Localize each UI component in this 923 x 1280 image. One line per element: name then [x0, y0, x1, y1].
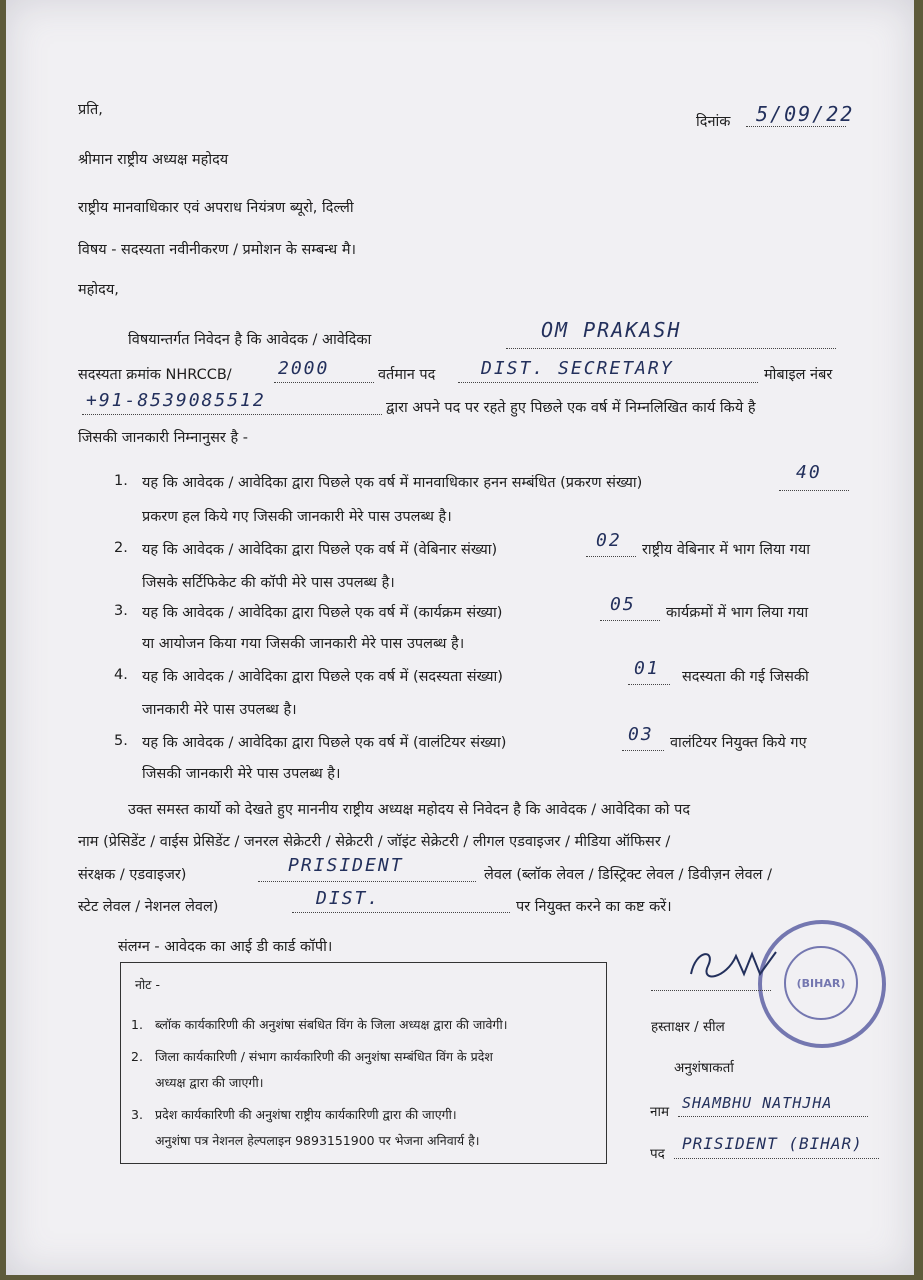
seal-center: (BIHAR) — [784, 946, 858, 1020]
signature-line — [651, 990, 771, 991]
recommender-name-line — [678, 1116, 868, 1117]
item-text-line2: प्रकरण हल किये गए जिसकी जानकारी मेरे पास उपलब्ध है। — [142, 509, 452, 525]
date-value: 5/09/22 — [756, 102, 855, 126]
recommender-post-line — [674, 1158, 879, 1159]
addressee-line1: श्रीमान राष्ट्रीय अध्यक्ष महोदय — [78, 152, 229, 168]
attachment-line: संलग्न - आवेदक का आई डी कार्ड कॉपी। — [118, 939, 333, 955]
item-value-line — [586, 556, 636, 557]
item-text-b: सदस्यता की गई जिसकी — [682, 669, 809, 685]
salutation: महोदय, — [78, 282, 119, 298]
recommender-post: PRISIDENT (BIHAR) — [682, 1134, 863, 1153]
membership-line — [274, 382, 374, 383]
intro-part2: द्वारा अपने पद पर रहते हुए पिछले एक वर्ष में निम्नलिखित कार्य किये है — [386, 400, 756, 416]
sign-label: हस्ताक्षर / सील — [651, 1019, 725, 1035]
signature-scribble — [686, 944, 796, 984]
item-text-line2: जिसकी जानकारी मेरे पास उपलब्ध है। — [142, 766, 341, 782]
item-text-line2: या आयोजन किया गया जिसकी जानकारी मेरे पास उपलब्ध है। — [142, 636, 465, 652]
item-value: 01 — [634, 658, 660, 679]
item-value: 40 — [796, 462, 822, 483]
item-number: 5. — [114, 733, 128, 749]
mobile-line — [82, 414, 382, 415]
request-line3a: संरक्षक / एडवाइजर) — [78, 867, 187, 883]
item-text-b: कार्यक्रमों में भाग लिया गया — [666, 605, 809, 621]
membership-number: 2000 — [278, 358, 330, 379]
name-line — [506, 348, 836, 349]
intro-part3: जिसकी जानकारी निम्नानुसर है - — [78, 430, 248, 446]
recommender-label: अनुशंषाकर्ता — [674, 1060, 734, 1076]
item-text: यह कि आवेदक / आवेदिका द्वारा पिछले एक वर्ष में मानवाधिकार हनन सम्बंधित (प्रकरण संख्या) — [142, 475, 643, 491]
note-item-text: ब्लॉक कार्यकारिणी की अनुशंषा संबधित विंग के जिला अध्यक्ष द्वारा की जावेगी। — [155, 1017, 508, 1032]
item-number: 3. — [114, 603, 128, 619]
request-line4a: स्टेट लेवल / नेशनल लेवल) — [78, 899, 219, 915]
item-text-line2: जिसके सर्टिफिकेट की कॉपी मेरे पास उपलब्ध है। — [142, 575, 395, 591]
organization-seal — [758, 920, 886, 1048]
item-text: यह कि आवेदक / आवेदिका द्वारा पिछले एक वर्ष में (वेबिनार संख्या) — [142, 542, 498, 558]
item-value-line — [628, 684, 670, 685]
date-label: दिनांक — [696, 114, 731, 130]
item-text-b: वालंटियर नियुक्त किये गए — [670, 735, 807, 751]
item-value: 05 — [610, 594, 636, 615]
item-value-line — [600, 620, 660, 621]
item-number: 2. — [114, 540, 128, 556]
membership-label: सदस्यता क्रमांक NHRCCB/ — [78, 367, 232, 383]
item-value: 03 — [628, 724, 654, 745]
applicant-name: OM PRAKASH — [541, 318, 682, 342]
mobile-number: +91-8539085512 — [86, 390, 266, 411]
item-text: यह कि आवेदक / आवेदिका द्वारा पिछले एक वर्ष में (वालंटियर संख्या) — [142, 735, 507, 751]
request-line2: नाम (प्रेसिडेंट / वाईस प्रेसिडेंट / जनरल सेक्रेटरी / सेक्रेटरी / जॉइंट सेक्रेटरी / लीगल एडवाइजर / मीडिया ऑफिसर / — [78, 834, 671, 850]
recommender-name: SHAMBHU NATHJHA — [682, 1094, 833, 1112]
post-label: वर्तमान पद — [378, 367, 436, 383]
intro-part1: विषयान्तर्गत निवेदन है कि आवेदक / आवेदिका — [128, 332, 372, 348]
level-line — [292, 912, 510, 913]
note-item-number: 1. — [131, 1017, 143, 1032]
item-text-b: राष्ट्रीय वेबिनार में भाग लिया गया — [642, 542, 811, 558]
request-line1: उक्त समस्त कार्यो को देखते हुए माननीय राष्ट्रीय अध्यक्ष महोदय से निवेदन है कि आवेदक / आवेदिका को पद — [128, 802, 691, 818]
document-page — [6, 0, 914, 1275]
item-text: यह कि आवेदक / आवेदिका द्वारा पिछले एक वर्ष में (सदस्यता संख्या) — [142, 669, 503, 685]
request-line4b: पर नियुक्त करने का कष्ट करें। — [516, 899, 672, 915]
item-value-line — [779, 490, 849, 491]
note-box — [120, 962, 607, 1164]
note-item-number: 3. — [131, 1107, 143, 1122]
current-post: DIST. SECRETARY — [481, 358, 674, 379]
note-item-text-line2: अनुशंषा पत्र नेशनल हेल्पलाइन 9893151900 पर भेजना अनिवार्य है। — [155, 1133, 480, 1148]
item-value-line — [622, 750, 664, 751]
item-text-line2: जानकारी मेरे पास उपलब्ध है। — [142, 702, 297, 718]
to-label: प्रति, — [78, 102, 103, 118]
subject-line: विषय - सदस्यता नवीनीकरण / प्रमोशन के सम्बन्ध मै। — [78, 242, 357, 258]
note-item-number: 2. — [131, 1049, 143, 1064]
recommender-name-label: नाम — [650, 1104, 670, 1120]
designation-value: PRISIDENT — [288, 855, 404, 876]
note-item-text-line2: अध्यक्ष द्वारा की जाएगी। — [155, 1075, 264, 1090]
note-item-text: जिला कार्यकारिणी / संभाग कार्यकारिणी की अनुशंषा सम्बंधित विंग के प्रदेश — [155, 1049, 493, 1064]
note-item-text: प्रदेश कार्यकारिणी की अनुशंषा राष्ट्रीय कार्यकारिणी द्वारा की जाएगी। — [155, 1107, 457, 1122]
addressee-line2: राष्ट्रीय मानवाधिकार एवं अपराध नियंत्रण ब्यूरो, दिल्ली — [78, 200, 354, 216]
designation-line — [258, 881, 476, 882]
recommender-post-label: पद — [650, 1146, 665, 1162]
item-number: 1. — [114, 473, 128, 489]
post-line — [458, 382, 758, 383]
date-line — [746, 126, 846, 127]
item-value: 02 — [596, 530, 622, 551]
level-value: DIST. — [316, 888, 381, 909]
item-text: यह कि आवेदक / आवेदिका द्वारा पिछले एक वर्ष में (कार्यक्रम संख्या) — [142, 605, 503, 621]
note-title: नोट - — [135, 977, 160, 992]
mobile-label: मोबाइल नंबर — [764, 367, 833, 383]
item-number: 4. — [114, 667, 128, 683]
request-line3b: लेवल (ब्लॉक लेवल / डिस्ट्रिक्ट लेवल / डिवीज़न लेवल / — [484, 867, 773, 883]
